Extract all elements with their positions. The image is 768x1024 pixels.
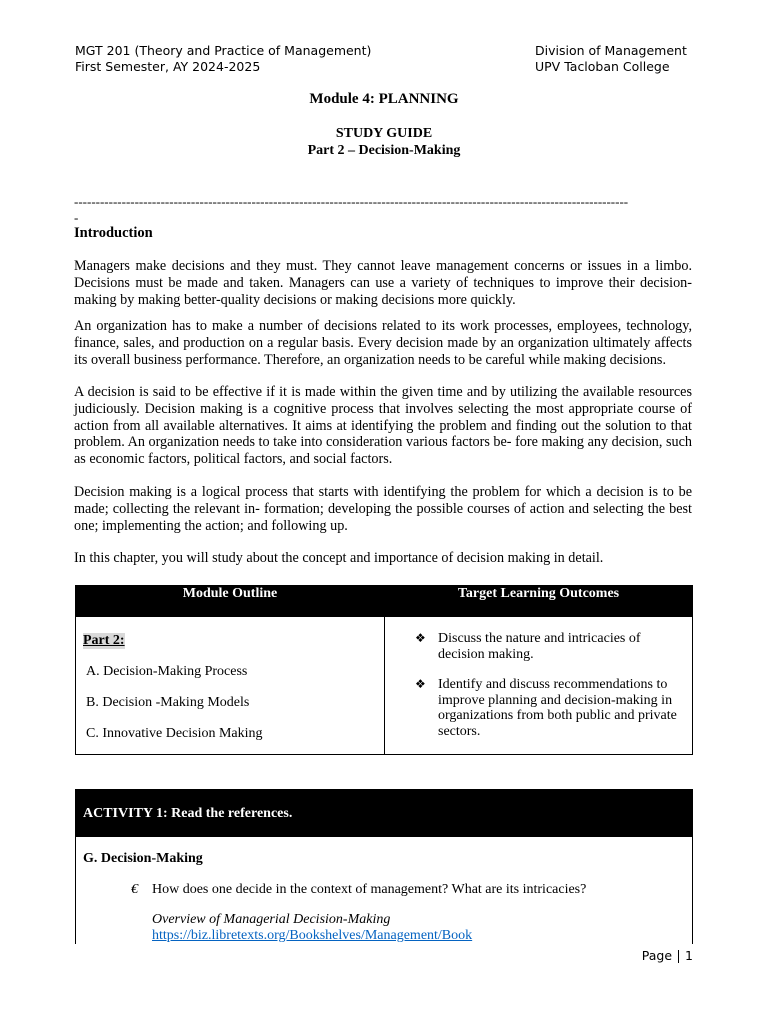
diamond-bullet-icon: ❖ xyxy=(415,677,426,691)
module-outline-cell xyxy=(76,617,385,755)
header-left xyxy=(75,43,371,75)
outline-item-b: B. Decision -Making Models xyxy=(86,695,250,710)
course-title: MGT 201 (Theory and Practice of Management) xyxy=(75,43,372,58)
question-item xyxy=(76,882,692,898)
intro-paragraph-2: An organization has to make a number of decisions related to its work processes, employees, technology, finance, sales, and production on a regular basis. Every decision made by an organization ultimately affects its overall business performance. Therefore, an organization needs to be careful while making decisions. xyxy=(74,318,692,368)
module-outline-table xyxy=(75,585,693,755)
page-separator xyxy=(678,950,679,963)
activity-box xyxy=(75,789,693,944)
activity-title: ACTIVITY 1: Read the references. xyxy=(76,790,692,837)
separator-line: -------------------------------------------------------------------------------------------------------------------------------- xyxy=(74,194,629,209)
euro-bullet-icon: € xyxy=(131,882,138,897)
learning-outcomes-header: Target Learning Outcomes xyxy=(385,586,693,617)
intro-paragraph-1: Managers make decisions and they must. They cannot leave management concerns or issues in a limbo. Decisions must be made and taken. Managers can use a variety of techniques to improve their decision-making by making better-quality decisions or making decisions more quickly. xyxy=(74,258,692,308)
reference-title: Overview of Managerial Decision-Making xyxy=(152,912,391,927)
outline-item-c: C. Innovative Decision Making xyxy=(86,726,263,741)
introduction-heading: Introduction xyxy=(74,225,153,241)
section-heading: G. Decision-Making xyxy=(83,851,203,866)
list-item xyxy=(385,631,692,662)
outline-item-a: A. Decision-Making Process xyxy=(86,664,248,679)
college-name: UPV Tacloban College xyxy=(535,59,670,74)
intro-paragraph-4: Decision making is a logical process that starts with identifying the problem for which a decision is to be made; collecting the relevant in- formation; developing the possible courses of action and selecting the best one; implementing the action; and following up. xyxy=(74,484,692,534)
diamond-bullet-icon: ❖ xyxy=(415,631,426,645)
page-footer xyxy=(642,948,693,963)
list-item xyxy=(385,677,692,739)
intro-paragraph-3: A decision is said to be effective if it is made within the given time and by utilizing the available resources judiciously. Decision making is a cognitive process that involves selecting the most appropriate course of action from all available alternatives. It aims at identifying the problem and finding out the solution to that problem. An organization needs to take into consideration various factors be- fore making any decision, such as economic factors, political factors, and social factors. xyxy=(74,384,692,468)
header-right xyxy=(535,43,687,75)
intro-paragraph-5: In this chapter, you will study about the concept and importance of decision making in detail. xyxy=(74,550,604,566)
page-number: 1 xyxy=(685,948,693,963)
learning-outcomes-cell xyxy=(385,617,693,755)
semester: First Semester, AY 2024-2025 xyxy=(75,59,261,74)
outcome-text-1: Discuss the nature and intricacies of decision making. xyxy=(438,631,641,662)
module-title: Module 4: PLANNING xyxy=(309,91,459,107)
learning-outcomes-list xyxy=(385,631,692,739)
separator-tail: - xyxy=(74,210,79,225)
part-label: Part 2: xyxy=(83,633,125,648)
study-guide-title: STUDY GUIDE xyxy=(335,126,433,141)
part-title: Part 2 – Decision-Making xyxy=(307,143,461,158)
outcome-text-2: Identify and discuss recommendations to improve planning and decision-making in organizations from both public and private sectors. xyxy=(438,677,677,739)
module-outline-header: Module Outline xyxy=(76,586,385,617)
page-label: Page xyxy=(641,948,673,963)
division-name: Division of Management xyxy=(535,43,687,58)
question-text: How does one decide in the context of management? What are its intricacies? xyxy=(152,882,587,897)
reference-link[interactable]: https://biz.libretexts.org/Bookshelves/Management/Book xyxy=(152,928,473,943)
